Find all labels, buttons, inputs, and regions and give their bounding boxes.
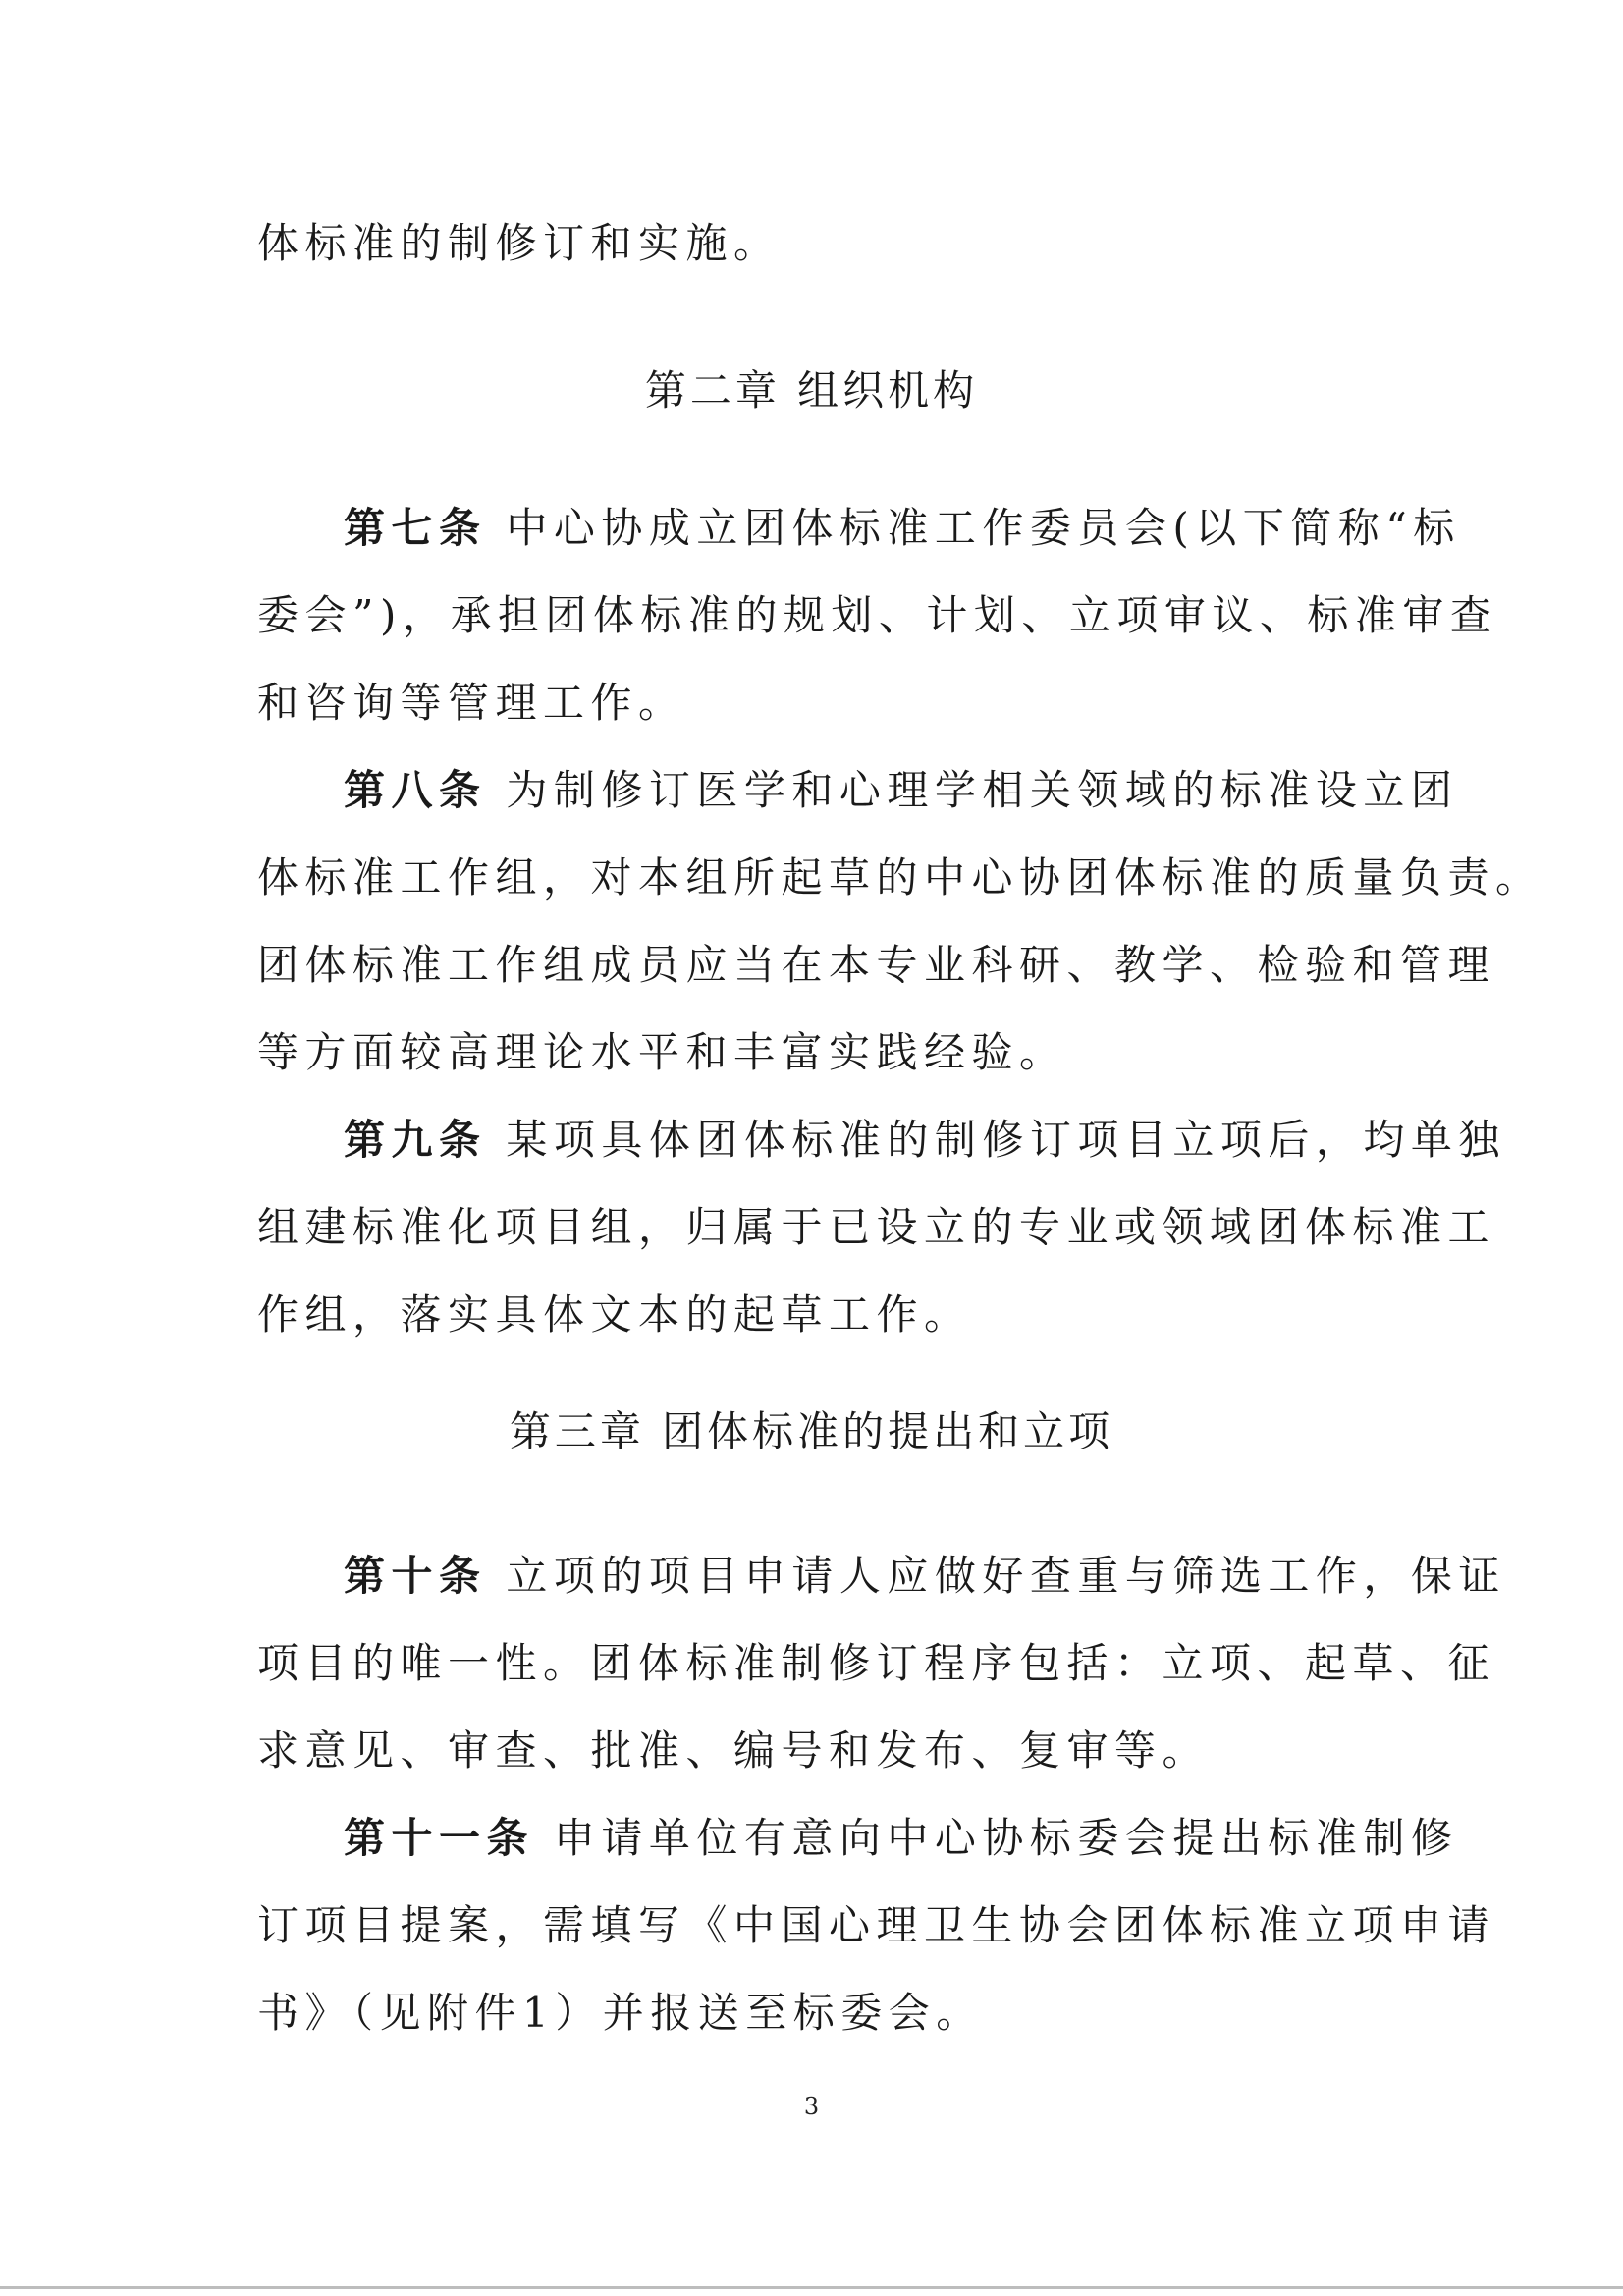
heading-text: 第二章 组织机构 <box>644 366 979 414</box>
article-11-line-1 <box>344 1809 1458 1868</box>
article-7-line-3 <box>257 674 686 733</box>
text-line: 等方面较高理论水平和丰富实践经验。 <box>257 1028 1067 1076</box>
heading-text: 第三章 团体标准的提出和立项 <box>509 1407 1114 1455</box>
text-line: 团体标准工作组成员应当在本专业科研、教学、检验和管理 <box>257 941 1496 989</box>
article-8-line-2 <box>257 848 1543 907</box>
article-11-line-2 <box>257 1896 1495 1955</box>
text-line: 申请单位有意向中心协标委会提出标准制修 <box>534 1814 1459 1862</box>
text-line: 作组，落实具体文本的起草工作。 <box>257 1290 972 1339</box>
text-line: 项目的唯一性。团体标准制修订程序包括：立项、起草、征 <box>257 1639 1496 1687</box>
text-line: 体标准工作组，对本组所起草的中心协团体标准的质量负责。 <box>257 853 1543 902</box>
article-10-line-3 <box>257 1722 1210 1780</box>
text-line: 订项目提案，需填写《中国心理卫生协会团体标准立项申请 <box>257 1901 1496 1949</box>
article-8-line-4 <box>257 1023 1067 1082</box>
article-9-label: 第九条 <box>344 1116 487 1164</box>
continued-paragraph-line <box>257 214 782 273</box>
page-number: 3 <box>803 2093 820 2120</box>
article-9-line-3 <box>257 1285 972 1344</box>
article-7-label: 第七条 <box>344 504 487 552</box>
article-10-line-1 <box>344 1547 1506 1606</box>
text-line: 书》（见附件1）并报送至标委会。 <box>257 1989 984 2037</box>
text-line: 组建标准化项目组，归属于已设立的专业或领域团体标准工 <box>257 1203 1496 1251</box>
article-9-line-2 <box>257 1198 1495 1257</box>
text-line: 委会”)，承担团体标准的规划、计划、立项审议、标准审查 <box>257 591 1498 639</box>
text-line: 和咨询等管理工作。 <box>257 679 686 727</box>
text-line: 体标准的制修订和实施。 <box>257 219 782 267</box>
article-7-line-1 <box>344 499 1461 558</box>
article-7-line-2 <box>257 586 1497 645</box>
article-8-label: 第八条 <box>344 766 487 814</box>
text-line: 求意见、审查、批准、编号和发布、复审等。 <box>257 1726 1211 1775</box>
article-10-line-2 <box>257 1634 1495 1693</box>
article-11-line-3 <box>257 1984 984 2043</box>
article-8-line-1 <box>344 761 1458 820</box>
text-line: 某项具体团体标准的制修订项目立项后，均单独 <box>486 1116 1506 1164</box>
text-line: 为制修订医学和心理学相关领域的标准设立团 <box>486 766 1459 814</box>
article-11-label: 第十一条 <box>344 1814 535 1862</box>
article-8-line-3 <box>257 936 1495 995</box>
chapter-heading-2 <box>0 361 1623 420</box>
scan-edge-divider <box>0 2286 1623 2289</box>
text-line: 中心协成立团体标准工作委员会(以下简称“标 <box>486 504 1461 552</box>
text-line: 立项的项目申请人应做好查重与筛选工作，保证 <box>486 1552 1506 1600</box>
article-10-label: 第十条 <box>344 1552 487 1600</box>
chapter-heading-3 <box>0 1402 1623 1461</box>
article-9-line-1 <box>344 1111 1506 1170</box>
